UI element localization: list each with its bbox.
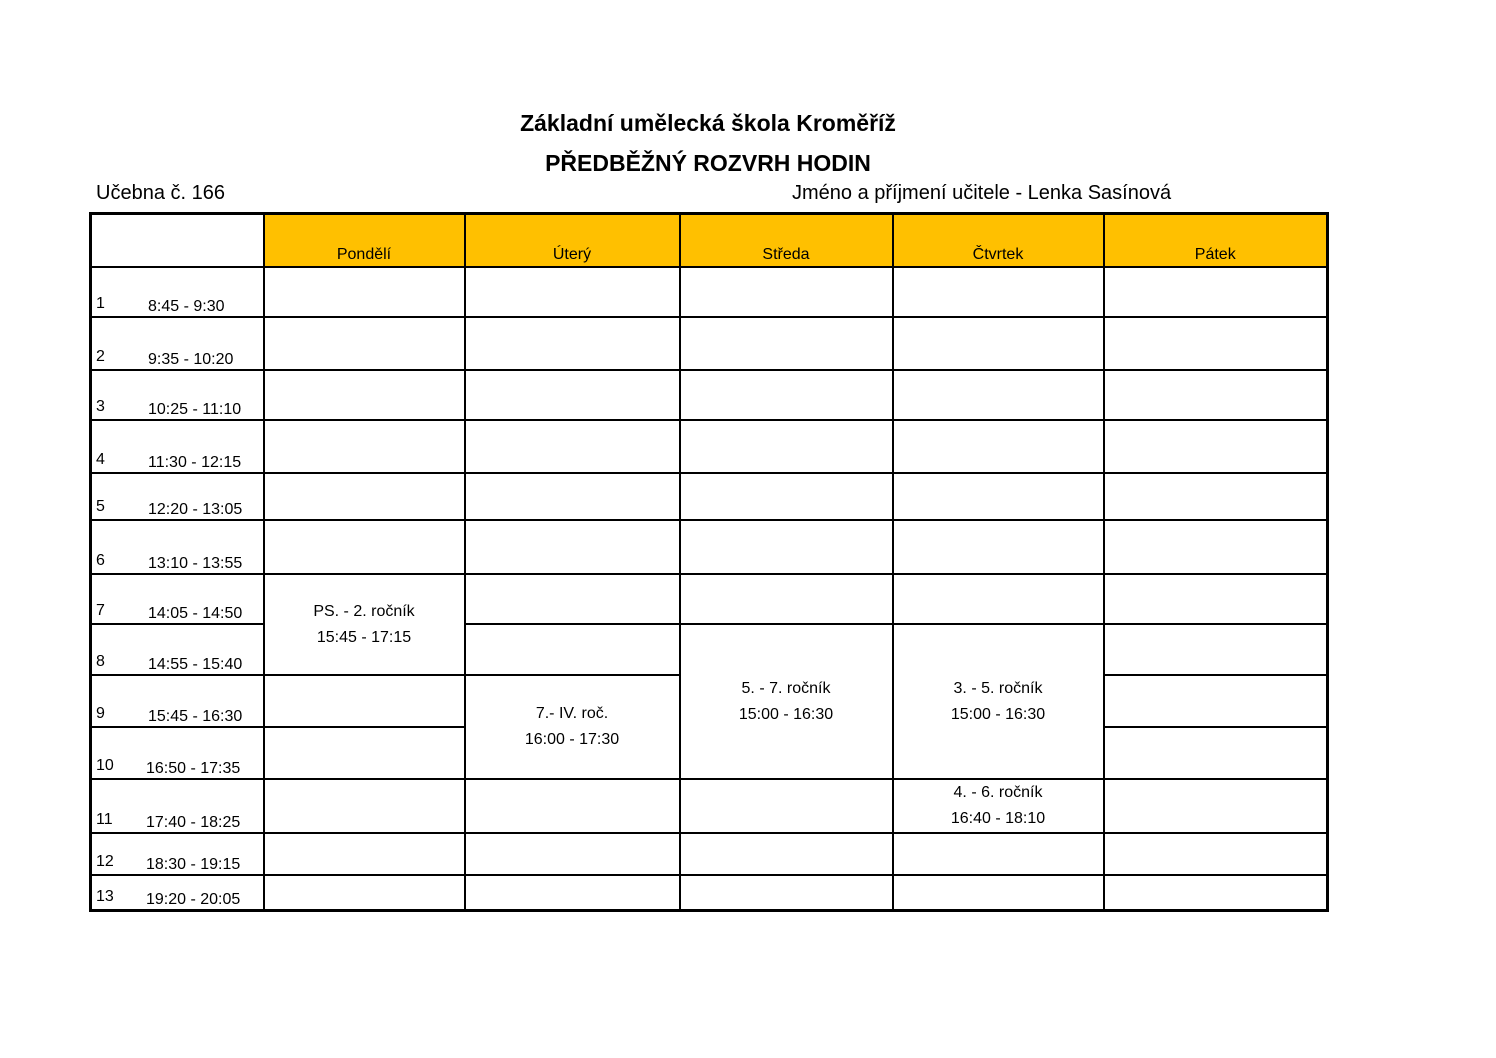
lesson-cell — [91, 875, 264, 910]
table-row — [91, 267, 1328, 317]
lesson-number: 3 — [96, 398, 105, 415]
table-row — [91, 370, 1328, 420]
table-row — [91, 833, 1328, 875]
lesson-cell — [91, 727, 264, 779]
lesson-time: 14:55 - 15:40 — [148, 656, 243, 673]
table-row — [91, 473, 1328, 520]
block-time: 15:00 - 16:30 — [738, 705, 834, 723]
slot-cell — [1104, 520, 1328, 574]
block-group: 3. - 5. ročník — [953, 679, 1043, 697]
lesson-time: 12:20 - 13:05 — [148, 501, 243, 518]
slot-cell — [680, 520, 893, 574]
lesson-cell — [91, 370, 264, 420]
lesson-number: 7 — [96, 602, 105, 619]
slot-cell — [680, 779, 893, 833]
corner-cell — [91, 214, 264, 268]
lesson-number: 8 — [96, 653, 105, 670]
lesson-cell — [91, 317, 264, 370]
lesson-time: 14:05 - 14:50 — [148, 605, 243, 622]
schedule-block-thursday-a — [893, 624, 1104, 779]
day-header-row — [91, 214, 1328, 268]
lesson-cell — [91, 624, 264, 675]
slot-cell — [465, 473, 680, 520]
block-group: 4. - 6. ročník — [953, 784, 1043, 801]
schedule-block-tuesday — [465, 675, 680, 779]
lesson-number: 12 — [96, 853, 114, 870]
lesson-time: 15:45 - 16:30 — [148, 708, 243, 725]
schedule-title: PŘEDBĚŽNÝ ROZVRH HODIN — [545, 150, 871, 176]
slot-cell — [465, 574, 680, 624]
slot-cell — [465, 420, 680, 473]
schedule-block-wednesday — [680, 624, 893, 779]
block-group: 5. - 7. ročník — [741, 679, 831, 697]
lesson-time: 9:35 - 10:20 — [148, 351, 234, 368]
table-row — [91, 520, 1328, 574]
lesson-time: 11:30 - 12:15 — [148, 454, 242, 471]
lesson-time: 18:30 - 19:15 — [146, 856, 241, 873]
slot-cell — [264, 370, 465, 420]
slot-cell — [1104, 779, 1328, 833]
table-row — [91, 779, 1328, 833]
slot-cell — [1104, 370, 1328, 420]
lesson-cell — [91, 779, 264, 833]
slot-cell — [465, 520, 680, 574]
lesson-cell — [91, 420, 264, 473]
slot-cell — [1104, 875, 1328, 910]
lesson-time: 8:45 - 9:30 — [148, 298, 225, 315]
lesson-time: 19:20 - 20:05 — [146, 890, 241, 908]
slot-cell — [1104, 420, 1328, 473]
schedule-table — [89, 212, 1329, 912]
slot-cell — [465, 779, 680, 833]
slot-cell — [893, 520, 1104, 574]
lesson-number: 1 — [96, 295, 105, 312]
lesson-time: 10:25 - 11:10 — [148, 401, 242, 418]
block-group: PS. - 2. ročník — [313, 602, 415, 620]
slot-cell — [465, 875, 680, 910]
slot-cell — [1104, 574, 1328, 624]
lesson-number: 2 — [96, 348, 105, 365]
slot-cell — [893, 833, 1104, 875]
slot-cell — [680, 317, 893, 370]
school-name: Základní umělecká škola Kroměříž — [520, 110, 896, 136]
teacher-label: Jméno a příjmení učitele - Lenka Sasínová — [792, 182, 1172, 204]
table-row — [91, 317, 1328, 370]
slot-cell — [680, 833, 893, 875]
slot-cell — [893, 370, 1104, 420]
room-label: Učebna č. 166 — [96, 182, 225, 204]
block-time: 16:00 - 17:30 — [524, 731, 620, 748]
lesson-time: 17:40 - 18:25 — [146, 814, 241, 831]
day-header-monday: Pondělí — [264, 214, 465, 268]
lesson-number: 5 — [96, 498, 105, 515]
table-row — [91, 574, 1328, 624]
lesson-cell — [91, 520, 264, 574]
slot-cell — [465, 833, 680, 875]
slot-cell — [465, 624, 680, 675]
slot-cell — [264, 833, 465, 875]
slot-cell — [264, 779, 465, 833]
slot-cell — [465, 267, 680, 317]
schedule-block-thursday-b — [893, 779, 1104, 833]
slot-cell — [680, 370, 893, 420]
schedule-block-monday — [264, 574, 465, 675]
day-header-wednesday: Středa — [680, 214, 893, 268]
slot-cell — [893, 420, 1104, 473]
slot-cell — [465, 317, 680, 370]
block-group: 7.- IV. roč. — [535, 705, 609, 722]
slot-cell — [680, 875, 893, 910]
slot-cell — [1104, 473, 1328, 520]
lesson-cell — [91, 574, 264, 624]
day-header-thursday: Čtvrtek — [893, 214, 1104, 268]
table-row — [91, 420, 1328, 473]
slot-cell — [680, 420, 893, 473]
lesson-number: 6 — [96, 552, 105, 569]
slot-cell — [1104, 624, 1328, 675]
block-time: 16:40 - 18:10 — [950, 810, 1046, 827]
slot-cell — [680, 473, 893, 520]
slot-cell — [1104, 317, 1328, 370]
slot-cell — [893, 473, 1104, 520]
slot-cell — [264, 875, 465, 910]
slot-cell — [893, 574, 1104, 624]
lesson-number: 11 — [96, 811, 113, 828]
lesson-cell — [91, 473, 264, 520]
slot-cell — [264, 420, 465, 473]
slot-cell — [893, 267, 1104, 317]
slot-cell — [680, 267, 893, 317]
slot-cell — [1104, 675, 1328, 727]
slot-cell — [264, 473, 465, 520]
slot-cell — [680, 574, 893, 624]
lesson-time: 16:50 - 17:35 — [146, 760, 241, 777]
slot-cell — [264, 727, 465, 779]
slot-cell — [264, 675, 465, 727]
day-header-tuesday: Úterý — [465, 214, 680, 268]
day-header-friday: Pátek — [1104, 214, 1328, 268]
lesson-number: 4 — [96, 451, 105, 468]
slot-cell — [1104, 727, 1328, 779]
table-row — [91, 875, 1328, 910]
lesson-cell — [91, 675, 264, 727]
block-time: 15:00 - 16:30 — [950, 705, 1046, 723]
lesson-cell — [91, 267, 264, 317]
slot-cell — [264, 520, 465, 574]
slot-cell — [264, 267, 465, 317]
lesson-number: 13 — [96, 887, 114, 905]
lesson-number: 10 — [96, 757, 114, 774]
slot-cell — [893, 317, 1104, 370]
slot-cell — [1104, 267, 1328, 317]
slot-cell — [264, 317, 465, 370]
block-time: 15:45 - 17:15 — [316, 628, 412, 646]
lesson-cell — [91, 833, 264, 875]
lesson-number: 9 — [96, 705, 105, 722]
slot-cell — [465, 370, 680, 420]
slot-cell — [893, 875, 1104, 910]
lesson-time: 13:10 - 13:55 — [148, 555, 243, 572]
slot-cell — [1104, 833, 1328, 875]
